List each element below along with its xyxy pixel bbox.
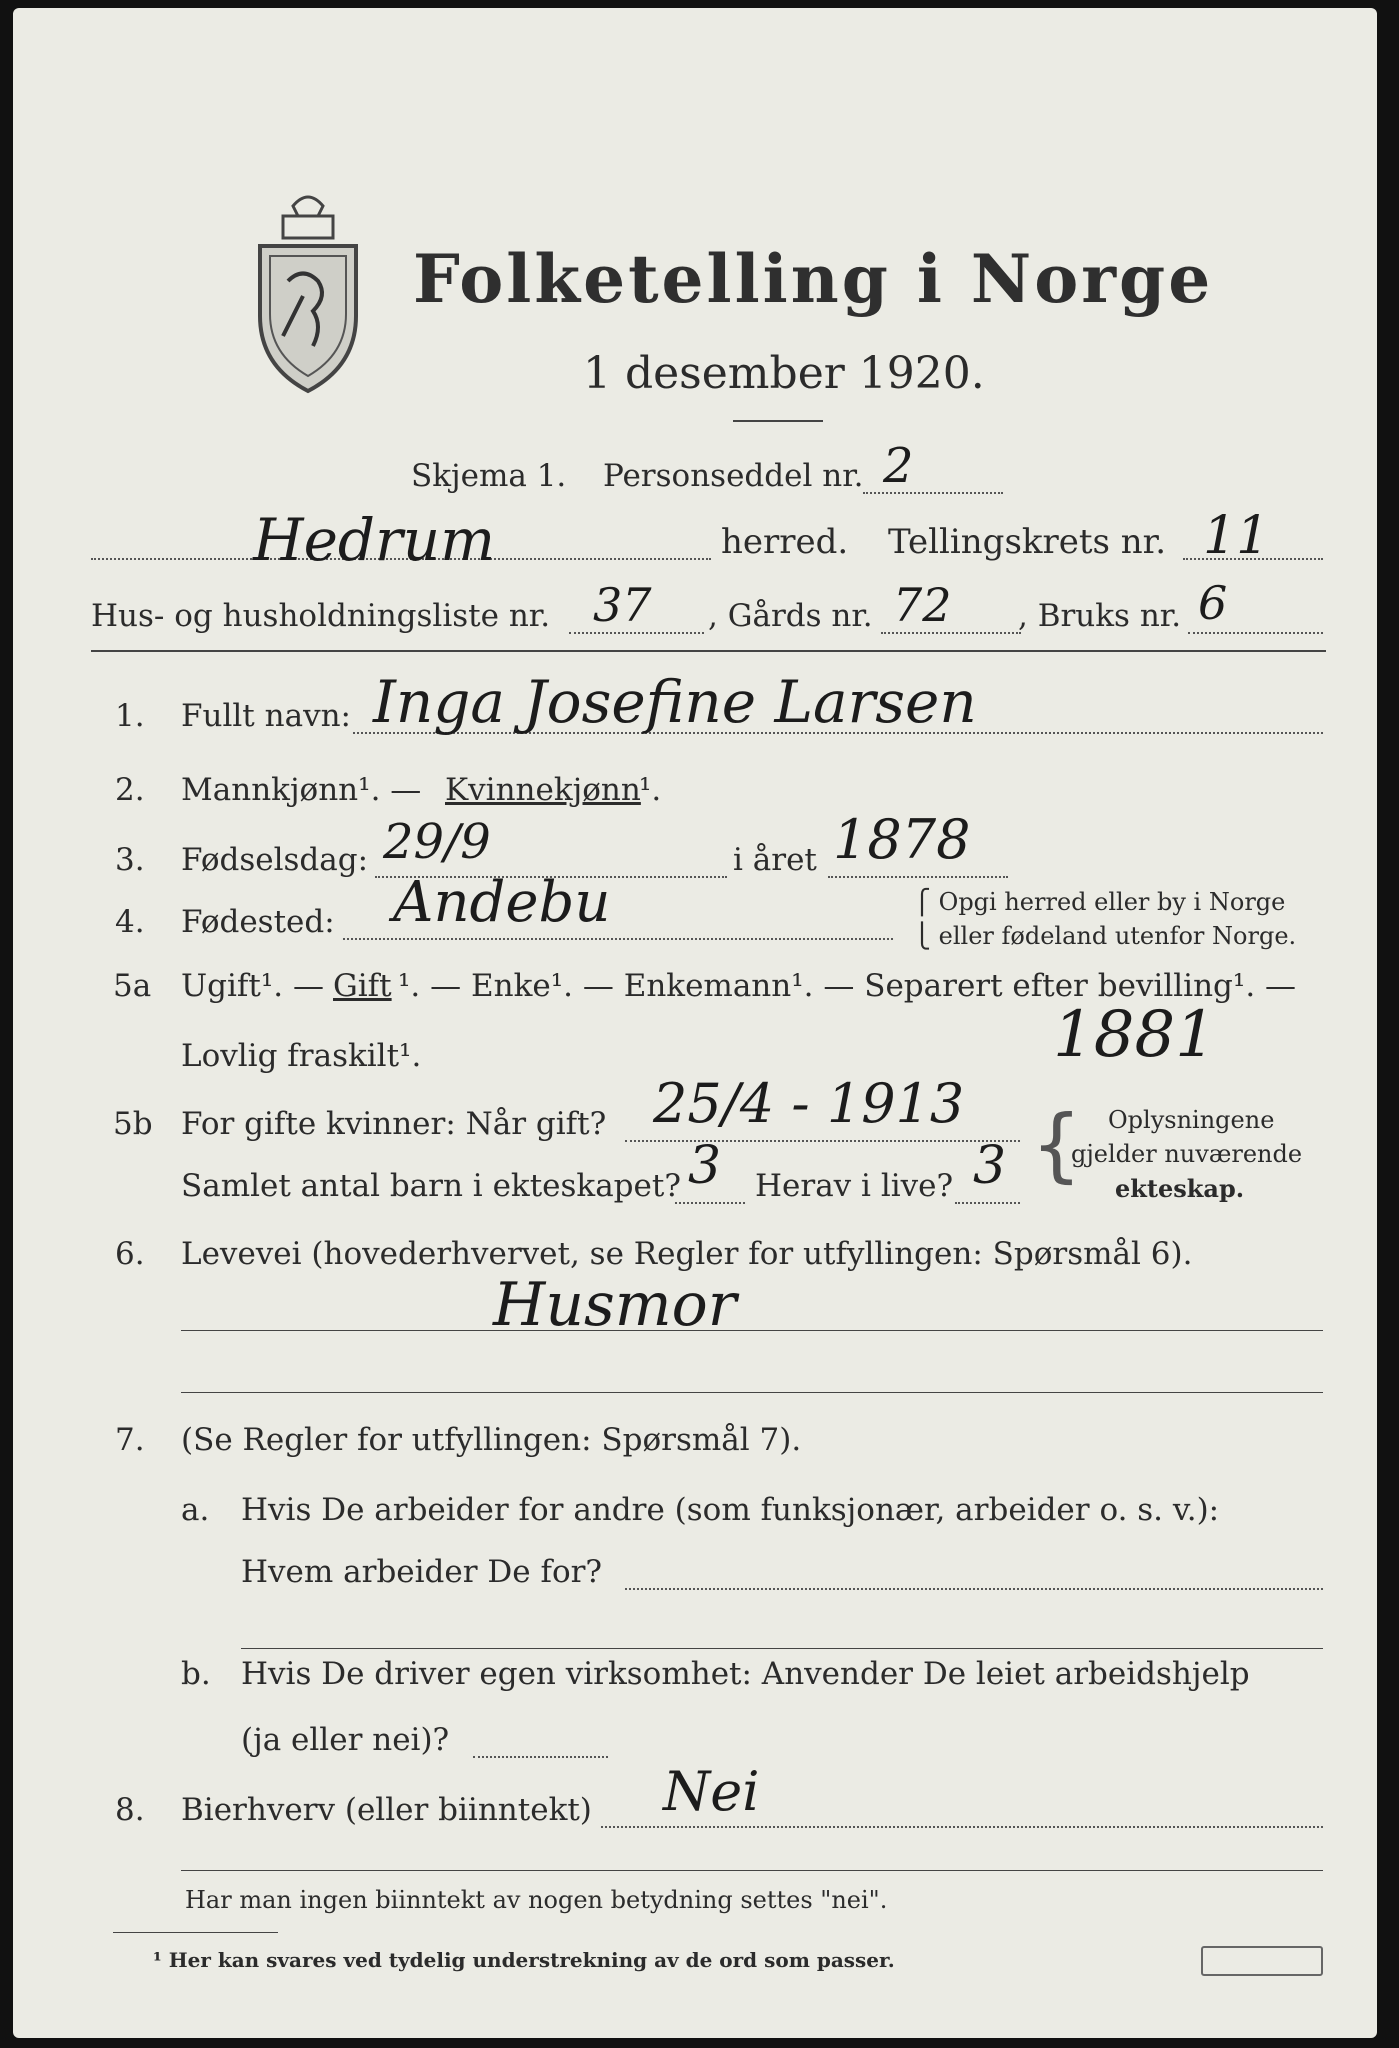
husliste-line bbox=[569, 632, 704, 634]
q7b-line[interactable] bbox=[473, 1756, 608, 1758]
form-date: 1 desember 1920. bbox=[583, 348, 985, 399]
q5b-note-2: gjelder nuværende bbox=[1071, 1140, 1303, 1168]
q8-line-2 bbox=[181, 1870, 1323, 1871]
skjema-label: Skjema 1. bbox=[411, 458, 567, 494]
q7a-number: a. bbox=[181, 1492, 210, 1528]
q4-number: 4. bbox=[115, 904, 145, 940]
bruks-label: , Bruks nr. bbox=[1018, 598, 1182, 634]
tellingskrets-value[interactable]: 11 bbox=[1203, 506, 1270, 566]
q5b-label: For gifte kvinner: Når gift? bbox=[181, 1106, 607, 1142]
q4-line bbox=[343, 938, 893, 940]
form-title: Folketelling i Norge bbox=[413, 240, 1214, 318]
q5b-number: 5b bbox=[113, 1106, 153, 1142]
q8-label: Bierhverv (eller biinntekt) bbox=[181, 1792, 592, 1828]
q5a-selected-option[interactable]: Gift bbox=[333, 968, 392, 1004]
q7a-line-2 bbox=[241, 1648, 1323, 1649]
q5b-barn-label: Samlet antal barn i ekteskapet? bbox=[181, 1168, 681, 1204]
q6-line-1 bbox=[181, 1330, 1323, 1331]
q1-number: 1. bbox=[115, 698, 145, 734]
header-separator bbox=[91, 650, 1326, 652]
q5b-value[interactable]: 25/4 - 1913 bbox=[653, 1072, 965, 1135]
personseddel-value[interactable]: 2 bbox=[883, 438, 914, 494]
q7b-label-2: (ja eller nei)? bbox=[241, 1722, 450, 1758]
q7-label: (Se Regler for utfyllingen: Spørsmål 7). bbox=[181, 1422, 802, 1458]
footnote-divider bbox=[113, 1932, 278, 1933]
q7a-line[interactable] bbox=[625, 1588, 1323, 1590]
bruks-value[interactable]: 6 bbox=[1198, 576, 1228, 630]
gards-line bbox=[881, 632, 1021, 634]
q5b-brace: { bbox=[1031, 1098, 1082, 1191]
herred-value[interactable]: Hedrum bbox=[253, 506, 496, 574]
q3-value[interactable]: 29/9 bbox=[383, 814, 491, 870]
tellingskrets-label: Tellingskrets nr. bbox=[888, 522, 1167, 562]
q3-number: 3. bbox=[115, 842, 145, 878]
q5a-margin-note: 1881 bbox=[1053, 998, 1216, 1072]
title-divider bbox=[733, 420, 823, 422]
q5a-text-d: Lovlig fraskilt¹. bbox=[181, 1038, 422, 1074]
q5b-note-3: ekteskap. bbox=[1115, 1174, 1245, 1203]
coat-of-arms-icon bbox=[248, 186, 368, 396]
bruks-line bbox=[1188, 632, 1323, 634]
q6-line-2 bbox=[181, 1392, 1323, 1393]
q5a-text-c: ¹. — Enke¹. — Enkemann¹. — Separert efter bevilling¹. — bbox=[398, 968, 1297, 1004]
census-form bbox=[13, 8, 1377, 2038]
q5b-line bbox=[625, 1140, 1020, 1142]
q4-note-2: ⎩ eller fødeland utenfor Norge. bbox=[913, 922, 1297, 950]
q5b-live-line bbox=[955, 1202, 1020, 1204]
q4-value[interactable]: Andebu bbox=[393, 870, 611, 935]
husliste-value[interactable]: 37 bbox=[593, 578, 652, 632]
q2-selected-option[interactable]: Kvinnekjønn bbox=[445, 772, 641, 808]
q1-value[interactable]: Inga Josefine Larsen bbox=[373, 668, 977, 736]
footnote: ¹ Her kan svares ved tydelig understrekning av de ord som passer. bbox=[153, 1948, 895, 1972]
q2-text-a: Mannkjønn¹. — bbox=[181, 772, 422, 808]
q5b-barn-line bbox=[675, 1202, 745, 1204]
q5b-barn-value[interactable]: 3 bbox=[688, 1136, 722, 1196]
gards-value[interactable]: 72 bbox=[893, 578, 952, 632]
q7b-label: Hvis De driver egen virksomhet: Anvender De leiet arbeidshjelp bbox=[241, 1656, 1250, 1692]
q3-year-value[interactable]: 1878 bbox=[833, 808, 971, 871]
personseddel-label: Personseddel nr. bbox=[603, 458, 864, 494]
q1-label: Fullt navn: bbox=[181, 698, 351, 734]
q7-number: 7. bbox=[115, 1422, 145, 1458]
q4-note-1: ⎧ Opgi herred eller by i Norge bbox=[913, 888, 1286, 916]
q4-label: Fødested: bbox=[181, 904, 335, 940]
q5a-text-a: Ugift¹. — bbox=[181, 968, 324, 1004]
herred-label: herred. bbox=[721, 522, 849, 562]
printer-stamp bbox=[1201, 1946, 1323, 1976]
q5b-live-value[interactable]: 3 bbox=[973, 1136, 1007, 1196]
q7a-label: Hvis De arbeider for andre (som funksjonær, arbeider o. s. v.): bbox=[241, 1492, 1220, 1528]
q5b-live-label: Herav i live? bbox=[755, 1168, 954, 1204]
q8-line bbox=[601, 1826, 1323, 1828]
q8-number: 8. bbox=[115, 1792, 145, 1828]
gards-label: , Gårds nr. bbox=[708, 598, 873, 634]
q6-value[interactable]: Husmor bbox=[493, 1270, 737, 1340]
q5a-number: 5a bbox=[113, 968, 152, 1004]
q2-number: 2. bbox=[115, 772, 145, 808]
q6-number: 6. bbox=[115, 1236, 145, 1272]
q8-value[interactable]: Nei bbox=[663, 1760, 760, 1823]
q5b-note-1: Oplysningene bbox=[1108, 1106, 1275, 1134]
q7b-number: b. bbox=[181, 1656, 211, 1692]
q6-label: Levevei (hovederhvervet, se Regler for utfyllingen: Spørsmål 6). bbox=[181, 1236, 1193, 1272]
q3-year-line bbox=[828, 876, 1008, 878]
husliste-label: Hus- og husholdningsliste nr. bbox=[91, 598, 551, 634]
q3-year-label: i året bbox=[733, 842, 817, 878]
q3-label: Fødselsdag: bbox=[181, 842, 369, 878]
q2-text-c: ¹. bbox=[639, 772, 662, 808]
q8-note: Har man ingen biinntekt av nogen betydning settes "nei". bbox=[185, 1886, 888, 1914]
q7a-label-2: Hvem arbeider De for? bbox=[241, 1554, 603, 1590]
